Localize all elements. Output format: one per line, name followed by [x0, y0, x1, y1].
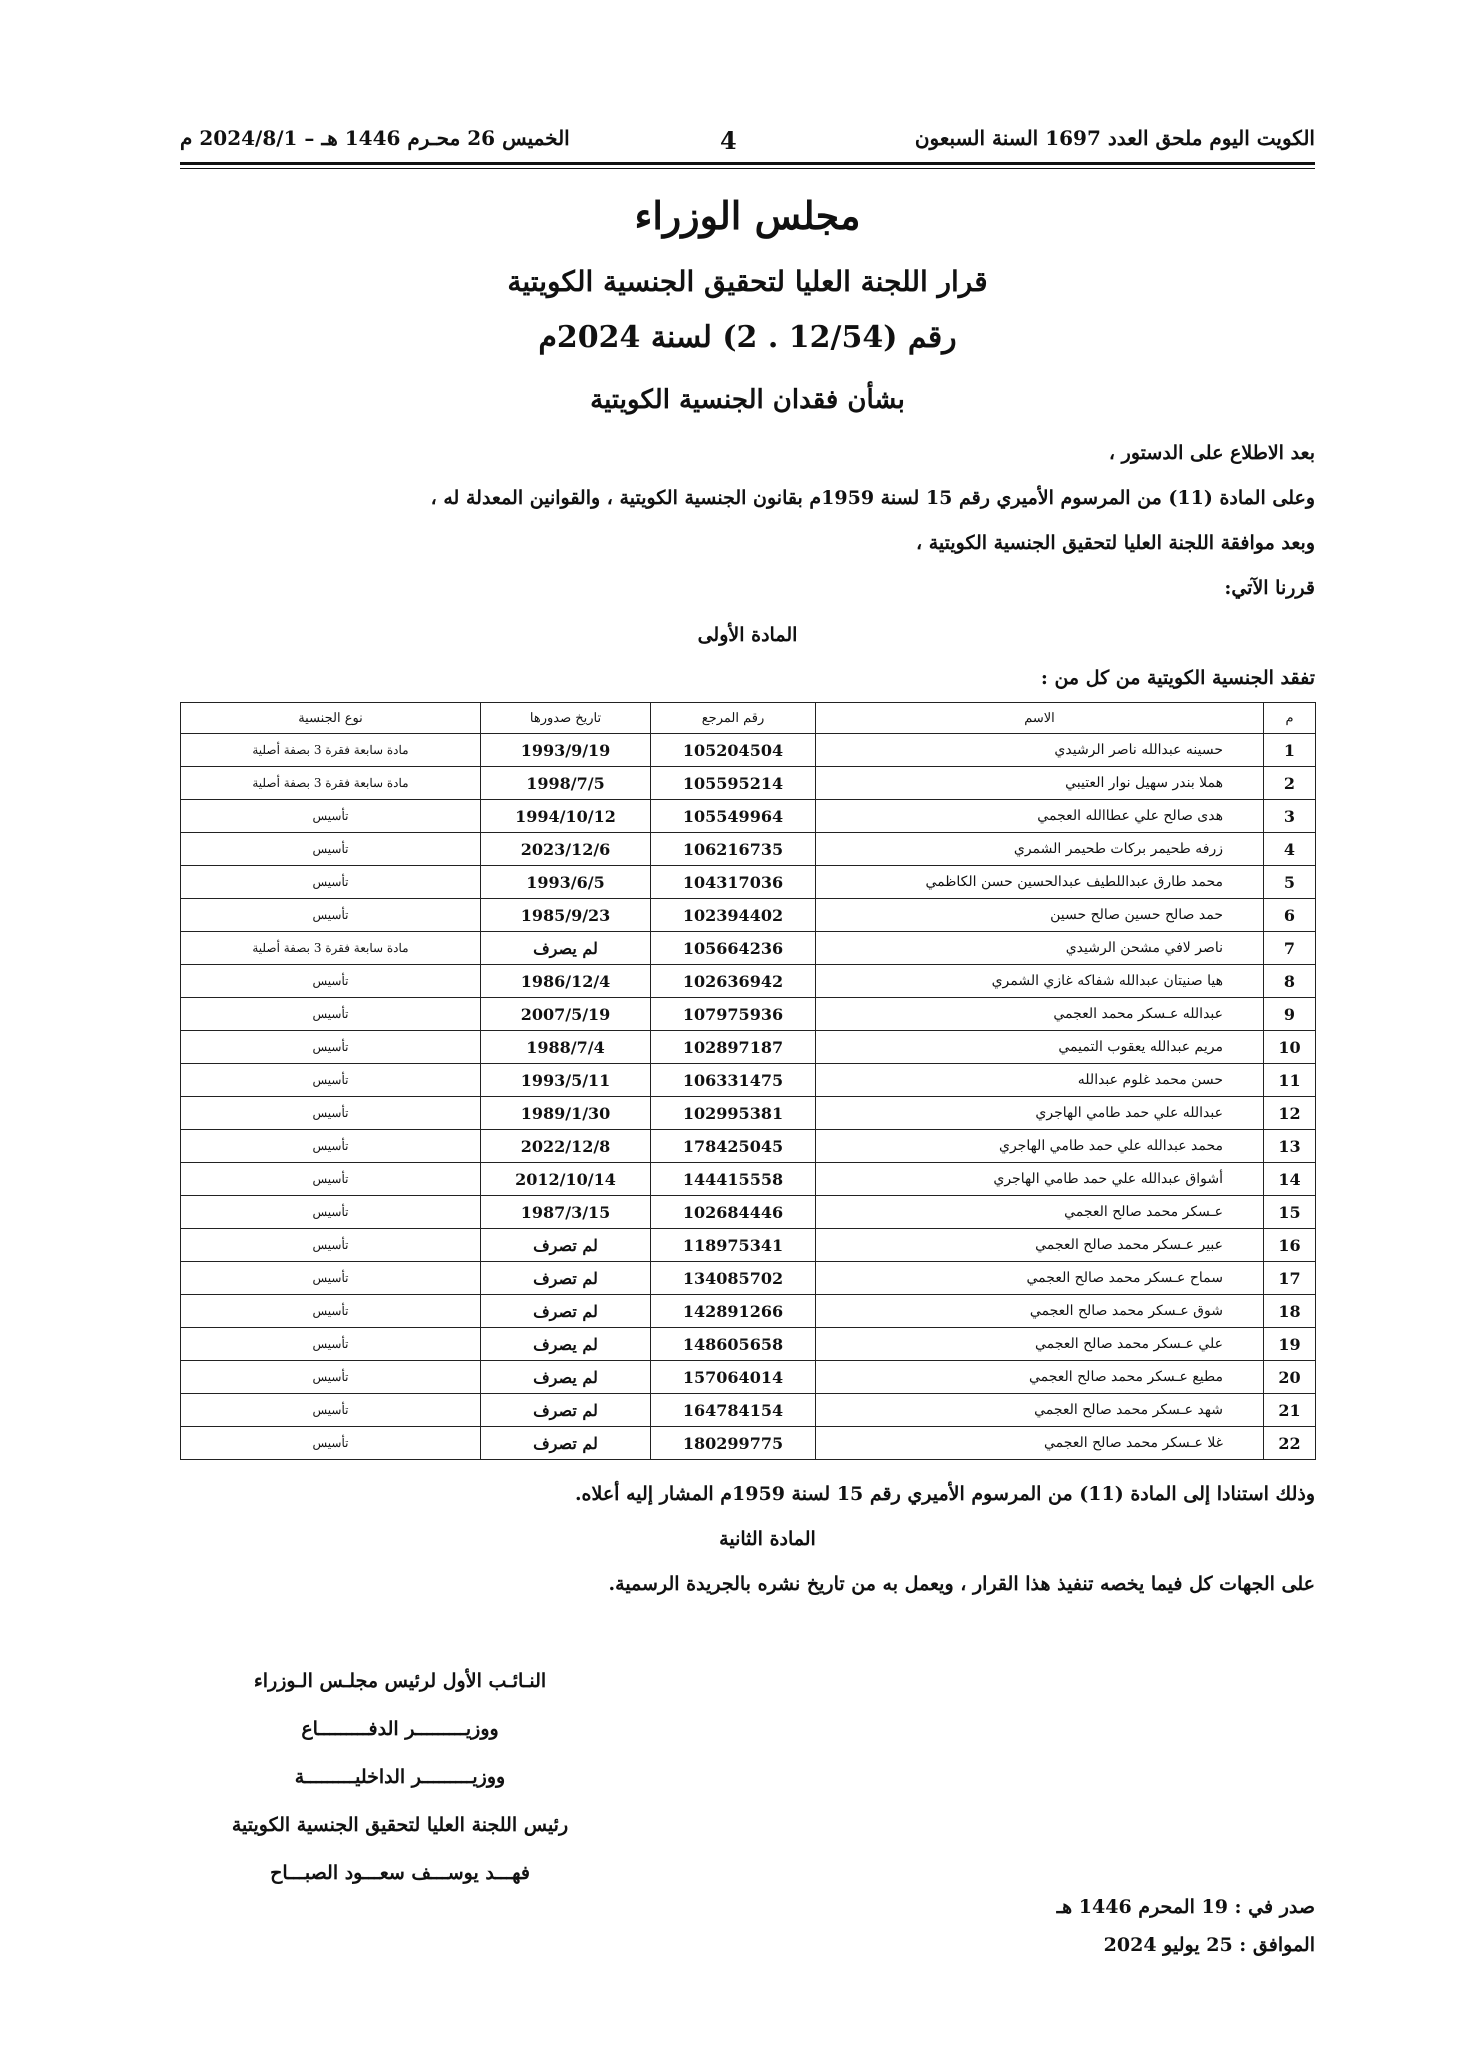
row-number: 7 [1264, 932, 1316, 965]
table-body [181, 734, 1316, 1460]
row-date: 1988/7/4 [481, 1031, 651, 1064]
signature-line-3: ووزيـــــــــر الداخليـــــــــة [294, 1766, 506, 1788]
table-row [181, 1229, 1316, 1262]
table-row [181, 800, 1316, 833]
row-name: هملا بندر سهيل نوار العتيبي [816, 767, 1264, 800]
row-reference: 102684446 [651, 1196, 816, 1229]
row-nationality-type: مادة سابعة فقرة 3 بصفة أصلية [181, 767, 481, 800]
issue-date-hijri: صدر في : 19 المحرم 1446 هـ [1056, 1896, 1315, 1918]
row-date: 2022/12/8 [481, 1130, 651, 1163]
row-date: لم تصرف [481, 1394, 651, 1427]
header-rule-thick [180, 162, 1315, 165]
row-reference: 102995381 [651, 1097, 816, 1130]
row-name: عبدالله علي حمد طامي الهاجري [816, 1097, 1264, 1130]
row-date: 1998/7/5 [481, 767, 651, 800]
row-name: علي عـسكر محمد صالح العجمي [816, 1328, 1264, 1361]
row-reference: 164784154 [651, 1394, 816, 1427]
row-nationality-type: تأسيس [181, 1130, 481, 1163]
table-row [181, 1097, 1316, 1130]
table-row [181, 1196, 1316, 1229]
table-row [181, 998, 1316, 1031]
row-number: 17 [1264, 1262, 1316, 1295]
row-nationality-type: تأسيس [181, 1031, 481, 1064]
row-name: عبدالله عـسكر محمد العجمي [816, 998, 1264, 1031]
header-date: تاريخ صدورها [481, 703, 651, 734]
row-name: شهد عـسكر محمد صالح العجمي [816, 1394, 1264, 1427]
row-reference: 178425045 [651, 1130, 816, 1163]
row-reference: 180299775 [651, 1427, 816, 1460]
table-row [181, 767, 1316, 800]
row-number: 9 [1264, 998, 1316, 1031]
table-row [181, 1361, 1316, 1394]
row-name: حسينه عبدالله ناصر الرشيدي [816, 734, 1264, 767]
row-name: زرفه طحيمر بركات طحيمر الشمري [816, 833, 1264, 866]
row-nationality-type: تأسيس [181, 1097, 481, 1130]
row-reference: 144415558 [651, 1163, 816, 1196]
council-title: مجلس الوزراء [634, 193, 861, 238]
signature-name: فهـــد يوســـف سعـــود الصبـــاح [270, 1862, 530, 1884]
row-nationality-type: تأسيس [181, 833, 481, 866]
table-row [181, 1394, 1316, 1427]
row-date: 2023/12/6 [481, 833, 651, 866]
row-name: عـسكر محمد صالح العجمي [816, 1196, 1264, 1229]
row-name: هدى صالح علي عطاالله العجمي [816, 800, 1264, 833]
revocation-table [180, 702, 1316, 1460]
row-number: 14 [1264, 1163, 1316, 1196]
row-reference: 157064014 [651, 1361, 816, 1394]
table-row [181, 899, 1316, 932]
row-nationality-type: تأسيس [181, 1196, 481, 1229]
row-reference: 142891266 [651, 1295, 816, 1328]
row-date: لم يصرف [481, 1328, 651, 1361]
row-number: 20 [1264, 1361, 1316, 1394]
row-nationality-type: تأسيس [181, 866, 481, 899]
row-nationality-type: تأسيس [181, 1394, 481, 1427]
row-name: عبير عـسكر محمد صالح العجمي [816, 1229, 1264, 1262]
row-date: 1994/10/12 [481, 800, 651, 833]
row-number: 8 [1264, 965, 1316, 998]
header-type: نوع الجنسية [181, 703, 481, 734]
row-reference: 106331475 [651, 1064, 816, 1097]
row-date: 1985/9/23 [481, 899, 651, 932]
row-nationality-type: تأسيس [181, 1361, 481, 1394]
row-nationality-type: مادة سابعة فقرة 3 بصفة أصلية [181, 932, 481, 965]
row-nationality-type: تأسيس [181, 998, 481, 1031]
row-number: 11 [1264, 1064, 1316, 1097]
row-nationality-type: تأسيس [181, 800, 481, 833]
row-nationality-type: تأسيس [181, 1064, 481, 1097]
row-reference: 106216735 [651, 833, 816, 866]
row-name: غلا عـسكر محمد صالح العجمي [816, 1427, 1264, 1460]
row-reference: 148605658 [651, 1328, 816, 1361]
row-name: هيا صنيتان عبدالله شفاكه غازي الشمري [816, 965, 1264, 998]
row-date: لم تصرف [481, 1262, 651, 1295]
preamble-line-1: بعد الاطلاع على الدستور ، [1108, 442, 1315, 464]
row-name: حمد صالح حسين صالح حسين [816, 899, 1264, 932]
gazette-page [180, 0, 1315, 2067]
row-number: 10 [1264, 1031, 1316, 1064]
table-row [181, 932, 1316, 965]
row-nationality-type: تأسيس [181, 1229, 481, 1262]
header-date: الخميس 26 محـرم 1446 هـ – 2024/8/1 م [180, 126, 570, 150]
row-number: 12 [1264, 1097, 1316, 1130]
decision-title: قرار اللجنة العليا لتحقيق الجنسية الكويتية [507, 265, 988, 298]
table-row [181, 833, 1316, 866]
preamble-line-3: وبعد موافقة اللجنة العليا لتحقيق الجنسية الكويتية ، [915, 532, 1315, 554]
row-name: مريم عبدالله يعقوب التميمي [816, 1031, 1264, 1064]
row-nationality-type: تأسيس [181, 1295, 481, 1328]
table-row [181, 1163, 1316, 1196]
row-date: 2007/5/19 [481, 998, 651, 1031]
header-name: الاسم [816, 703, 1264, 734]
table-row [181, 734, 1316, 767]
table-row [181, 866, 1316, 899]
table-row [181, 1328, 1316, 1361]
row-nationality-type: تأسيس [181, 965, 481, 998]
signature-line-1: النـائـب الأول لرئيس مجلـس الـوزراء [253, 1670, 547, 1692]
article-2-text: على الجهات كل فيما يخصه تنفيذ هذا القرار ، ويعمل به من تاريخ نشره بالجريدة الرسمية. [608, 1573, 1315, 1595]
row-number: 4 [1264, 833, 1316, 866]
header-rule-thin [180, 168, 1315, 169]
preamble-line-2: وعلى المادة (11) من المرسوم الأميري رقم 15 لسنة 1959م بقانون الجنسية الكويتية ، والقوانين المعدلة له ، [430, 487, 1315, 509]
row-date: 1993/9/19 [481, 734, 651, 767]
row-number: 3 [1264, 800, 1316, 833]
row-date: لم تصرف [481, 1295, 651, 1328]
row-reference: 134085702 [651, 1262, 816, 1295]
row-reference: 102636942 [651, 965, 816, 998]
row-date: لم تصرف [481, 1427, 651, 1460]
article-1-title: المادة الأولى [697, 624, 798, 646]
row-nationality-type: تأسيس [181, 899, 481, 932]
row-date: لم يصرف [481, 932, 651, 965]
decision-subject: بشأن فقدان الجنسية الكويتية [590, 385, 905, 415]
row-reference: 102394402 [651, 899, 816, 932]
row-date: 1993/6/5 [481, 866, 651, 899]
row-number: 18 [1264, 1295, 1316, 1328]
table-row [181, 1064, 1316, 1097]
row-date: 1986/12/4 [481, 965, 651, 998]
row-nationality-type: تأسيس [181, 1328, 481, 1361]
table-row [181, 1427, 1316, 1460]
row-reference: 102897187 [651, 1031, 816, 1064]
row-number: 13 [1264, 1130, 1316, 1163]
row-nationality-type: تأسيس [181, 1163, 481, 1196]
table-header-row [181, 703, 1316, 734]
row-date: 1987/3/15 [481, 1196, 651, 1229]
row-date: لم يصرف [481, 1361, 651, 1394]
row-nationality-type: تأسيس [181, 1262, 481, 1295]
article-2-title: المادة الثانية [719, 1528, 816, 1550]
row-reference: 107975936 [651, 998, 816, 1031]
article-1-intro: تفقد الجنسية الكويتية من كل من : [1040, 667, 1315, 689]
header-no: م [1264, 703, 1316, 734]
row-name: حسن محمد غلوم عبدالله [816, 1064, 1264, 1097]
table-row [181, 1130, 1316, 1163]
page-header [180, 122, 1315, 162]
table-row [181, 1031, 1316, 1064]
row-name: مطيع عـسكر محمد صالح العجمي [816, 1361, 1264, 1394]
row-number: 22 [1264, 1427, 1316, 1460]
row-reference: 105204504 [651, 734, 816, 767]
row-number: 5 [1264, 866, 1316, 899]
table-row [181, 965, 1316, 998]
row-number: 19 [1264, 1328, 1316, 1361]
row-reference: 104317036 [651, 866, 816, 899]
table-row [181, 1295, 1316, 1328]
preamble-line-4: قررنا الآتي: [1224, 577, 1315, 599]
row-number: 16 [1264, 1229, 1316, 1262]
row-reference: 118975341 [651, 1229, 816, 1262]
row-name: أشواق عبدالله علي حمد طامي الهاجري [816, 1163, 1264, 1196]
header-issue: الكويت اليوم ملحق العدد 1697 السنة السبعون [914, 126, 1315, 150]
row-number: 2 [1264, 767, 1316, 800]
row-name: محمد عبدالله علي حمد طامي الهاجري [816, 1130, 1264, 1163]
row-name: سماح عـسكر محمد صالح العجمي [816, 1262, 1264, 1295]
row-number: 21 [1264, 1394, 1316, 1427]
row-reference: 105595214 [651, 767, 816, 800]
header-ref: رقم المرجع [651, 703, 816, 734]
row-number: 6 [1264, 899, 1316, 932]
row-date: لم تصرف [481, 1229, 651, 1262]
row-date: 1993/5/11 [481, 1064, 651, 1097]
row-name: ناصر لافي مشحن الرشيدي [816, 932, 1264, 965]
row-nationality-type: مادة سابعة فقرة 3 بصفة أصلية [181, 734, 481, 767]
issue-date-gregorian: الموافق : 25 يوليو 2024 [1103, 1934, 1315, 1956]
row-reference: 105664236 [651, 932, 816, 965]
after-table-text: وذلك استنادا إلى المادة (11) من المرسوم الأميري رقم 15 لسنة 1959م المشار إليه أعلاه. [574, 1483, 1315, 1505]
table-row [181, 1262, 1316, 1295]
row-number: 15 [1264, 1196, 1316, 1229]
signature-line-4: رئيس اللجنة العليا لتحقيق الجنسية الكويتية [231, 1814, 569, 1836]
row-date: 2012/10/14 [481, 1163, 651, 1196]
signature-line-2: ووزيـــــــــر الدفـــــــــاع [301, 1718, 499, 1740]
header-page-number: 4 [720, 126, 737, 155]
row-nationality-type: تأسيس [181, 1427, 481, 1460]
row-reference: 105549964 [651, 800, 816, 833]
row-name: محمد طارق عبداللطيف عبدالحسين حسن الكاظمي [816, 866, 1264, 899]
row-number: 1 [1264, 734, 1316, 767]
decision-number: رقم (12/54 . 2) لسنة 2024م [538, 320, 957, 355]
row-date: 1989/1/30 [481, 1097, 651, 1130]
row-name: شوق عـسكر محمد صالح العجمي [816, 1295, 1264, 1328]
